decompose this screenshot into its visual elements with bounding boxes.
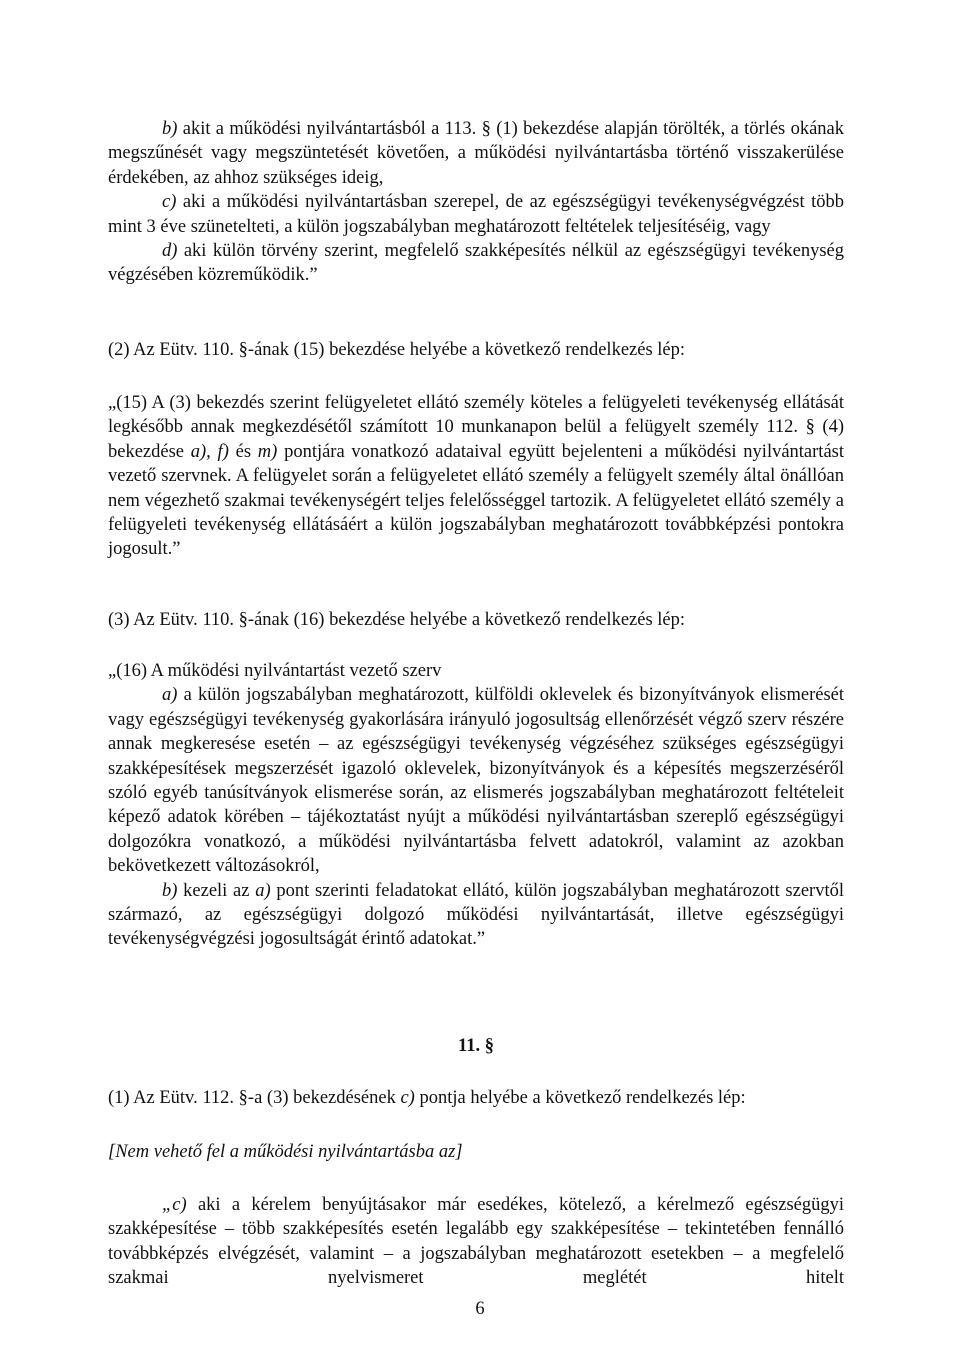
section-heading: 11. §	[458, 1036, 494, 1056]
point-d-label: d)	[162, 241, 178, 262]
continued-provision-block	[108, 117, 844, 288]
section-heading-block	[108, 1034, 844, 1058]
amendment-2-intro-text: (2) Az Eütv. 110. §-ának (15) bekezdése helyébe a következő rendelkezés lép:	[108, 340, 686, 360]
point-c-label-2: „c)	[162, 1195, 187, 1215]
intro-pre: (1) Az Eütv. 112. §-a (3) bekezdésének	[108, 1088, 401, 1108]
quote-ital-1: a), f)	[190, 441, 229, 462]
amendment-3-quote-head: „(16) A működési nyilvántartást vezető szerv	[108, 661, 442, 681]
point-c	[108, 190, 844, 239]
point-b	[108, 117, 844, 190]
quote-part-2: és	[228, 441, 258, 462]
intro-ital: c)	[400, 1088, 415, 1108]
point-b-text: akit a működési nyilvántartásból a 113. § (1) bekezdése alapján törölték, a törlés okának megszűnését vagy megszüntetését követően, a működési nyilvántartásba történő visszakerülése érdekében, az ahhoz szükséges ideig,	[108, 119, 844, 188]
amendment-3-intro	[108, 608, 844, 632]
amendment-4-intro	[108, 1086, 844, 1110]
point-c-text-2: aki a kérelem benyújtásakor már esedékes, kötelező, a kérelmező egészségügyi szakképesítése – több szakképesítés esetén legalább egy szakképesítése – tekintetében fennálló továbbképzés elvégzését, valamint – a jogszabályban meghatározott esetekben – a megfelelő szakmai nyelvismeret meglétét hitelt	[108, 1195, 844, 1289]
amendment-4-intro-text	[108, 1086, 844, 1110]
amendment-3-intro-text: (3) Az Eütv. 110. §-ának (16) bekezdése helyébe a következő rendelkezés lép:	[108, 610, 686, 630]
amendment-3-quote	[108, 659, 844, 952]
point-a-text: a külön jogszabályban meghatározott, külföldi oklevelek és bizonyítványok elismerését vagy egészségügyi tevékenység gyakorlására irányuló jogosultság ellenőrzését végző szerv részére annak megkeresése esetén – az egészségügyi tevékenység végzéséhez szükséges egészségügyi szakképesítések megszerzését igazoló oklevelek, bizonyítványok és a képesítés megszerzéséről szóló egyéb tanúsítványok elismerése során, az elismerés jogszabályban meghatározott feltételeit képező adatok körében – tájékoztatást nyújt a működési nyilvántartásban szereplő egészségügyi dolgozókra vonatkozó, a működési nyilvántartásba felvett adatokról, valamint az azokban bekövetkezett változásokról,	[108, 685, 844, 877]
point-c-label: c)	[162, 192, 177, 213]
point-c-text: aki a működési nyilvántartásban szerepel, de az egészségügyi tevékenységvégzést több mint 3 éve szünetelteti, a külön jogszabályban meghatározott feltételek teljesítéséig, vagy	[108, 192, 844, 237]
bracket-text: [Nem vehető fel a működési nyilvántartásba az]	[108, 1142, 463, 1162]
amendment-2-quote-text	[108, 391, 844, 562]
amendment-3-point-b	[108, 879, 844, 952]
point-b-pre: kezeli az	[177, 880, 256, 901]
point-b-label-2: b)	[162, 880, 178, 901]
amendment-2-quote	[108, 391, 844, 562]
point-d-text: aki külön törvény szerint, megfelelő szakképesítés nélkül az egészségügyi tevékenység végzésében közreműködik.”	[108, 241, 844, 286]
point-b-label: b)	[162, 119, 178, 139]
point-b-post: pont szerinti feladatokat ellátó, külön jogszabályban meghatározott szervtől származó, az egészségügyi dolgozó működési nyilvántartását, illetve egészségügyi tevékenységvégzési jogosultságát érintő adatokat.”	[108, 880, 844, 950]
point-b-ital: a)	[255, 880, 271, 901]
quote-part-3: pontjára vonatkozó adataival együtt bejelenteni a működési nyilvántartást vezető szervnek. A felügyelet során a felügyeletet ellátó személy a felügyelt személy által önállóan nem végezhető szakmai tevékenységért teljes felelősséggel tartozik. A felügyeletet ellátó személy a felügyeleti tevékenység ellátásáért a külön jogszabályban meghatározott továbbképzési pontokra jogosult.”	[108, 441, 844, 560]
point-a-label: a)	[162, 685, 178, 706]
amendment-3-point-a	[108, 683, 844, 878]
amendment-4-quote	[108, 1193, 844, 1291]
bracket-text-line	[108, 1140, 844, 1164]
quote-ital-2: m)	[257, 441, 278, 462]
amendment-4-point-c	[108, 1193, 844, 1291]
amendment-2-intro	[108, 338, 844, 362]
quote-part-1: „(15) A (3) bekezdés szerint felügyeletet ellátó személy köteles a felügyeleti tevékenység ellátását legkésőbb annak megkezdésétől számított 10 munkanapon belül a felügyelt személy 112. § (4) bekezdése	[108, 393, 844, 462]
intro-post: pontja helyébe a következő rendelkezés lép:	[414, 1088, 746, 1108]
point-d	[108, 239, 844, 288]
page-number: 6	[475, 1299, 485, 1319]
amendment-4-bracket	[108, 1140, 844, 1164]
